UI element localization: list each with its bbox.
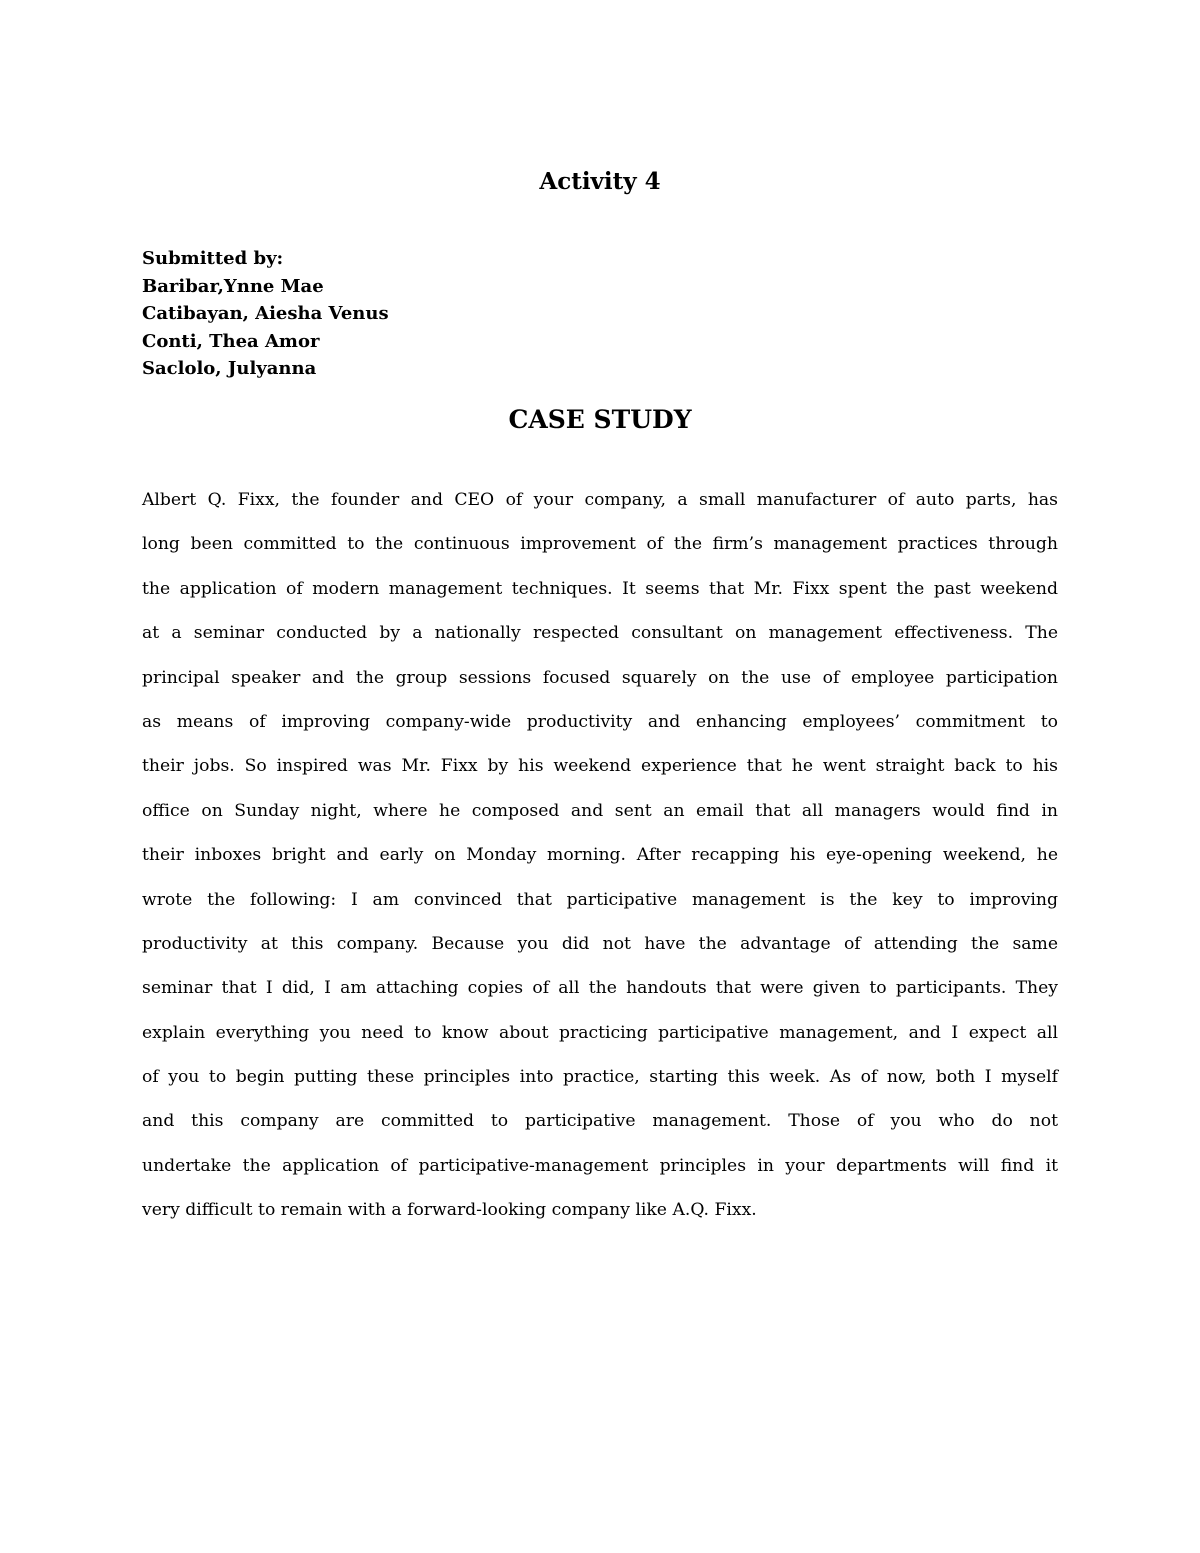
member-name: Conti, Thea Amor [142, 330, 320, 352]
paragraph-line: productivity at this company. Because you did not have the advantage of attending the same [142, 933, 1058, 954]
paragraph-line: their jobs. So inspired was Mr. Fixx by his weekend experience that he went straight back to his [142, 756, 1058, 777]
paragraph-line: the application of modern management techniques. It seems that Mr. Fixx spent the past weekend [142, 578, 1058, 599]
paragraph-line: very difficult to remain with a forward-looking company like A.Q. Fixx. [142, 1200, 757, 1221]
paragraph-line: long been committed to the continuous improvement of the firm’s management practices through [142, 534, 1058, 555]
case-study-paragraph [142, 478, 1058, 1233]
member-name: Catibayan, Aiesha Venus [142, 303, 389, 324]
paragraph-line: wrote the following: I am convinced that participative management is the key to improving [142, 889, 1058, 910]
submitted-by-label: Submitted by: [142, 248, 284, 269]
paragraph-line: Albert Q. Fixx, the founder and CEO of your company, a small manufacturer of auto parts, has [142, 490, 1058, 510]
paragraph-line: at a seminar conducted by a nationally respected consultant on management effectiveness. The [142, 623, 1058, 644]
paragraph-line: their inboxes bright and early on Monday morning. After recapping his eye-opening weekend, he [142, 845, 1058, 866]
paragraph-line: office on Sunday night, where he composed and sent an email that all managers would find in [142, 800, 1058, 821]
paragraph-line: and this company are committed to participative management. Those of you who do not [142, 1111, 1058, 1132]
paragraph-line: principal speaker and the group sessions focused squarely on the use of employee participation [142, 667, 1058, 688]
member-name: Baribar,Ynne Mae [142, 275, 324, 297]
submitted-by-block [142, 245, 842, 383]
member-name: Saclolo, Julyanna [142, 358, 317, 379]
document-title: Activity 4 [539, 168, 661, 195]
paragraph-line: explain everything you need to know about practicing participative management, and I expect all [142, 1022, 1058, 1043]
paragraph-line: as means of improving company-wide productivity and enhancing employees’ commitment to [142, 711, 1058, 732]
paragraph-line: of you to begin putting these principles into practice, starting this week. As of now, both I myself [142, 1067, 1058, 1088]
paragraph-line: undertake the application of participative-management principles in your departments will find it [142, 1155, 1058, 1176]
paragraph-line: seminar that I did, I am attaching copies of all the handouts that were given to participants. They [142, 978, 1058, 999]
section-heading: CASE STUDY [508, 405, 692, 434]
